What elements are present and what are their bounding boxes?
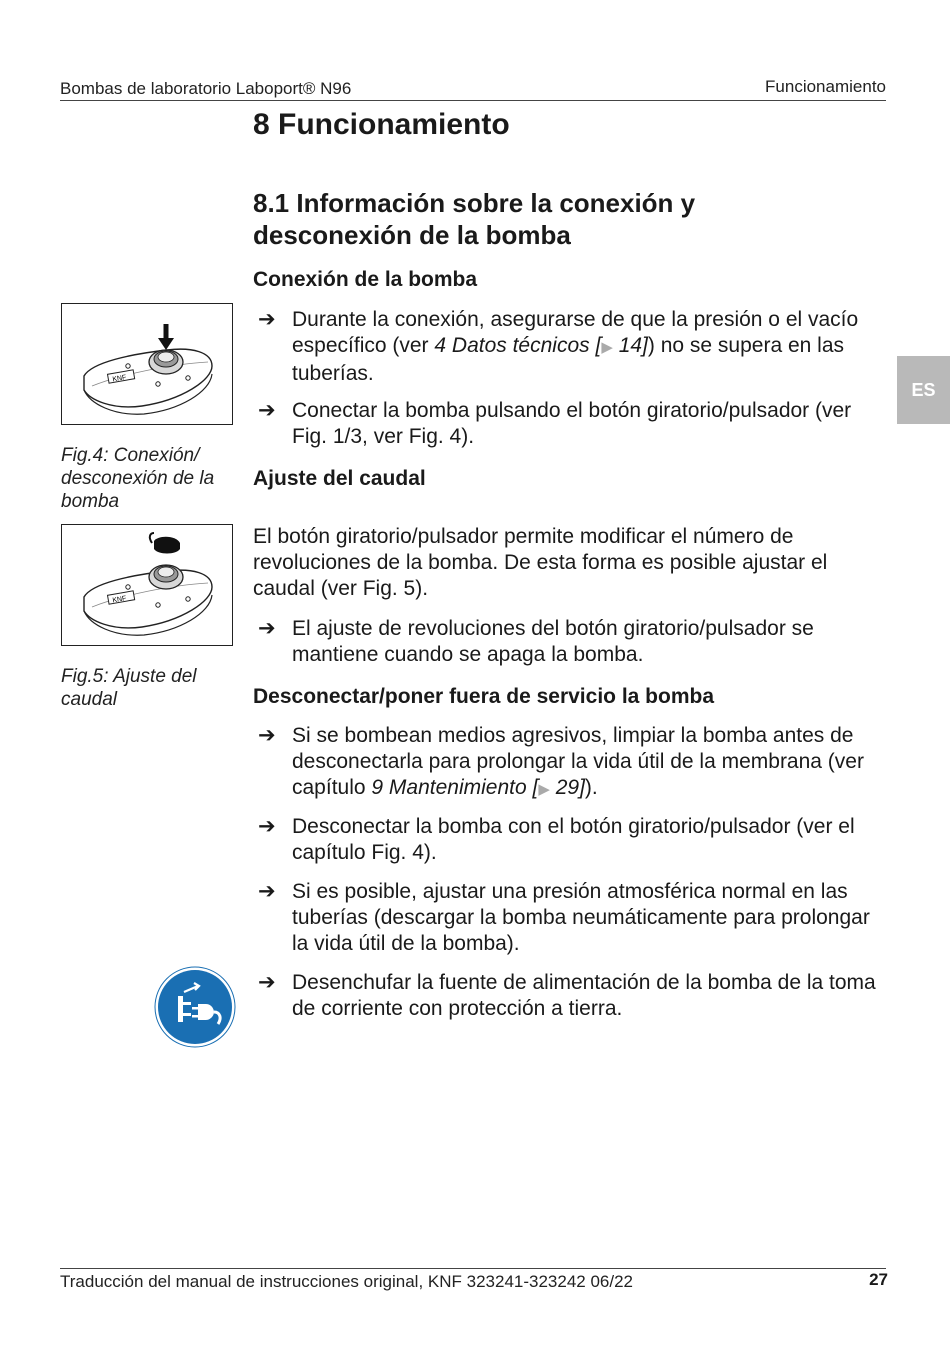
disconnect-step-1-text: Si se bombean medios agresivos, limpiar la bomba antes de desconectarla para prolongar la vida útil de la membrana (ver capítulo 9 Mantenimiento [▶ 29]). — [292, 724, 864, 799]
right-arrow-icon: ➔ — [258, 815, 276, 838]
connect-step-1 — [258, 307, 878, 387]
section-title-line2: desconexión de la bomba — [253, 220, 571, 250]
footer-rule — [60, 1268, 886, 1269]
right-arrow-icon: ➔ — [258, 399, 276, 422]
flow-step-1 — [258, 616, 878, 668]
disconnect-step-3-text: Si es posible, ajustar una presión atmosférica normal en las tuberías (descargar la bomba neumáticamente para prolongar la vida útil de la bomba). — [292, 880, 870, 955]
flow-step-1-text: El ajuste de revoluciones del botón giratorio/pulsador se mantiene cuando se apaga la bomba. — [292, 617, 814, 666]
right-arrow-icon: ➔ — [258, 971, 276, 994]
connect-step-2-text: Conectar la bomba pulsando el botón giratorio/pulsador (ver Fig. 1/3, ver Fig. 4). — [292, 399, 852, 448]
disconnect-step-2 — [258, 814, 878, 866]
section-title-line1: 8.1 Información sobre la conexión y — [253, 188, 696, 218]
figure-4-caption: Fig.4: Conexión/ desconexión de la bomba — [61, 445, 215, 512]
connect-heading: Conexión de la bomba — [253, 268, 478, 291]
figure-4-image — [61, 303, 233, 425]
unplug-mains-icon — [154, 966, 236, 1048]
svg-text:KNF: KNF — [111, 595, 127, 605]
running-header-right: Funcionamiento — [765, 77, 886, 96]
disconnect-step-3 — [258, 879, 878, 957]
footer-text: Traducción del manual de instrucciones original, KNF 323241-323242 06/22 — [60, 1272, 634, 1291]
right-arrow-icon: ➔ — [258, 724, 276, 747]
language-tab: ES — [897, 356, 950, 424]
disconnect-step-4 — [258, 970, 878, 1022]
disconnect-step-1 — [258, 723, 878, 803]
pump-rotate-knob-illustration — [62, 525, 232, 645]
chapter-title: 8 Funcionamiento — [253, 108, 510, 141]
running-header-left: Bombas de laboratorio Laboport® N96 — [60, 79, 352, 98]
cross-reference[interactable]: 4 Datos técnicos [ — [434, 334, 602, 357]
connect-step-2 — [258, 398, 878, 450]
header-rule — [60, 100, 886, 101]
cross-reference[interactable]: 9 Mantenimiento [ — [371, 776, 539, 799]
right-arrow-icon: ➔ — [258, 617, 276, 640]
disconnect-step-2-text: Desconectar la bomba con el botón giratorio/pulsador (ver el capítulo Fig. 4). — [292, 815, 855, 864]
flow-heading: Ajuste del caudal — [253, 467, 426, 490]
figure-5-image — [61, 524, 233, 646]
pump-push-knob-illustration — [62, 304, 232, 424]
disconnect-step-4-text: Desenchufar la fuente de alimentación de la bomba de la toma de corriente con protección a tierra. — [292, 971, 876, 1020]
connect-step-1-text: Durante la conexión, asegurarse de que la presión o el vacío específico (ver 4 Datos técnicos [▶ 14]) no se supera en las tuberías. — [292, 308, 859, 385]
svg-text:KNF: KNF — [111, 374, 127, 384]
disconnect-heading: Desconectar/poner fuera de servicio la bomba — [253, 685, 714, 708]
page-number: 27 — [869, 1270, 888, 1289]
page-ref-arrow-icon: ▶ — [601, 339, 613, 356]
right-arrow-icon: ➔ — [258, 880, 276, 903]
page-ref-arrow-icon: ▶ — [538, 781, 550, 798]
flow-paragraph: El botón giratorio/pulsador permite modificar el número de revoluciones de la bomba. De esta forma es posible ajustar el caudal (ver Fig. 5). — [253, 525, 828, 600]
figure-5-caption: Fig.5: Ajuste del caudal — [61, 666, 197, 710]
section-title — [253, 187, 873, 251]
right-arrow-icon: ➔ — [258, 308, 276, 331]
